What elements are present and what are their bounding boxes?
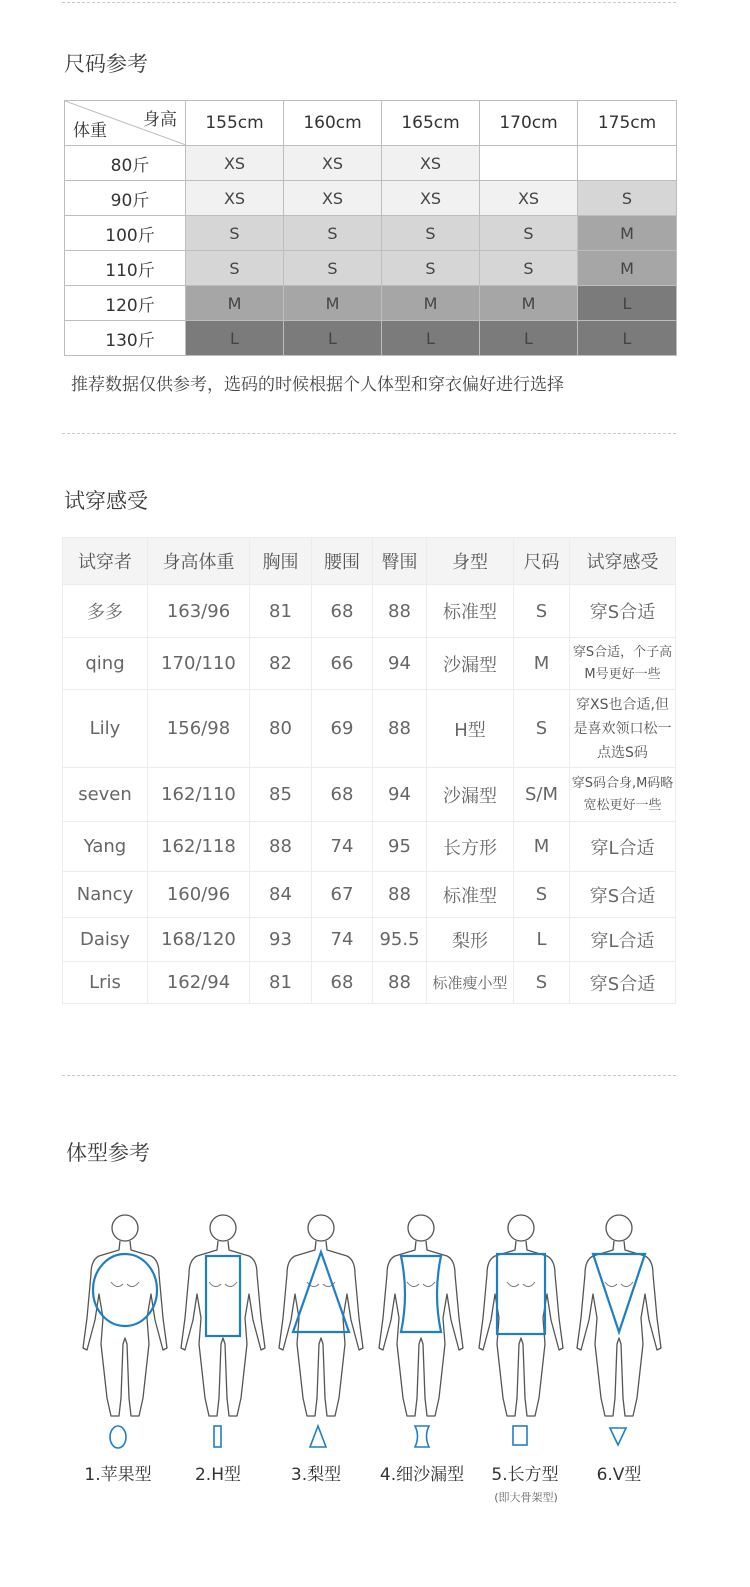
size-cell: S	[284, 251, 382, 286]
tester-name: 多多	[63, 585, 148, 638]
tryon-row	[63, 962, 676, 1004]
size-cell: M	[186, 286, 284, 321]
waist: 67	[312, 872, 373, 918]
tryon-row	[63, 872, 676, 918]
height-weight: 168/120	[148, 918, 250, 962]
tester-name: Lris	[63, 962, 148, 1004]
size-cell: S	[480, 251, 578, 286]
hip: 95	[373, 822, 427, 872]
corner-weight-label: 体重	[73, 121, 107, 141]
tryon-row	[63, 638, 676, 690]
size-cell: M	[480, 286, 578, 321]
body-type: 长方形	[427, 822, 514, 872]
hourglass-body-figure	[366, 1198, 476, 1428]
size-cell: XS	[284, 181, 382, 216]
height-weight: 156/98	[148, 690, 250, 768]
body-type: 标准瘦小型	[427, 962, 514, 1004]
size-cell: M	[578, 251, 677, 286]
body-type-label: 2.H型	[194, 1465, 241, 1485]
body-type: 沙漏型	[427, 768, 514, 822]
ellipse-icon	[98, 1420, 138, 1454]
hip: 88	[373, 872, 427, 918]
bust: 85	[250, 768, 312, 822]
size-cell: M	[382, 286, 480, 321]
size-reference-table	[64, 100, 677, 356]
bust: 88	[250, 822, 312, 872]
body-type: 标准型	[427, 585, 514, 638]
size-row	[65, 181, 677, 216]
size-cell: L	[284, 321, 382, 356]
waist: 68	[312, 768, 373, 822]
tryon-header: 身型	[427, 538, 514, 585]
weight-cell: 110斤	[65, 251, 186, 286]
height-weight: 160/96	[148, 872, 250, 918]
tryon-header: 试穿感受	[570, 538, 676, 585]
section-divider	[62, 433, 676, 434]
size: L	[514, 918, 570, 962]
size-cell: S	[186, 216, 284, 251]
bust: 81	[250, 585, 312, 638]
tryon-header: 腰围	[312, 538, 373, 585]
size-cell: L	[578, 321, 677, 356]
bust: 80	[250, 690, 312, 768]
size-cell: XS	[284, 146, 382, 181]
waist: 69	[312, 690, 373, 768]
bust: 84	[250, 872, 312, 918]
rectangle-body-figure	[466, 1198, 576, 1428]
size-cell: XS	[382, 181, 480, 216]
body-type-label: 5.长方型	[491, 1465, 559, 1485]
size-cell: M	[578, 216, 677, 251]
height-weight: 163/96	[148, 585, 250, 638]
height-weight: 162/110	[148, 768, 250, 822]
height-weight: 170/110	[148, 638, 250, 690]
size-cell	[578, 146, 677, 181]
fit-feedback: 穿XS也合适,但是喜欢领口松一点选S码	[570, 690, 676, 768]
tryon-header: 臀围	[373, 538, 427, 585]
corner-cell	[65, 101, 186, 146]
size-cell: S	[382, 251, 480, 286]
waist: 66	[312, 638, 373, 690]
fit-feedback: 穿S合适	[570, 585, 676, 638]
height-header: 160cm	[284, 101, 382, 146]
tester-name: Nancy	[63, 872, 148, 918]
h-body-figure	[168, 1198, 278, 1428]
tryon-row	[63, 822, 676, 872]
body-type: 沙漏型	[427, 638, 514, 690]
size-cell: S	[480, 216, 578, 251]
tester-name: seven	[63, 768, 148, 822]
tryon-header: 身高体重	[148, 538, 250, 585]
size-row	[65, 251, 677, 286]
waist: 68	[312, 585, 373, 638]
size-row	[65, 286, 677, 321]
height-weight: 162/94	[148, 962, 250, 1004]
hip: 88	[373, 585, 427, 638]
triangle-icon	[298, 1420, 338, 1454]
hip: 95.5	[373, 918, 427, 962]
fit-feedback: 穿S码合身,M码略宽松更好一些	[570, 768, 676, 822]
waist: 68	[312, 962, 373, 1004]
body-type-label: 6.V型	[596, 1465, 642, 1485]
weight-cell: 130斤	[65, 321, 186, 356]
hip: 88	[373, 962, 427, 1004]
tryon-header-row	[63, 538, 676, 585]
size-cell: L	[480, 321, 578, 356]
height-weight: 162/118	[148, 822, 250, 872]
pear-body-figure	[266, 1198, 376, 1428]
tryon-row	[63, 768, 676, 822]
size-cell: S	[284, 216, 382, 251]
height-header: 175cm	[578, 101, 677, 146]
height-header: 170cm	[480, 101, 578, 146]
corner-height-label: 身高	[143, 110, 177, 130]
square-icon	[501, 1420, 541, 1454]
height-header: 155cm	[186, 101, 284, 146]
waist: 74	[312, 918, 373, 962]
fit-feedback: 穿S合适	[570, 962, 676, 1004]
size-cell: S	[382, 216, 480, 251]
hip: 94	[373, 768, 427, 822]
fit-feedback: 穿L合适	[570, 822, 676, 872]
tryon-section-title: 试穿感受	[64, 489, 148, 513]
tester-name: Daisy	[63, 918, 148, 962]
size-row	[65, 321, 677, 356]
size: S/M	[514, 768, 570, 822]
size-cell: XS	[186, 146, 284, 181]
v-body-figure	[564, 1198, 674, 1428]
tester-name: Yang	[63, 822, 148, 872]
size-cell: S	[186, 251, 284, 286]
size-row	[65, 146, 677, 181]
tester-name: Lily	[63, 690, 148, 768]
rectangle-icon	[198, 1420, 238, 1454]
tryon-header: 试穿者	[63, 538, 148, 585]
size-row	[65, 216, 677, 251]
hip: 94	[373, 638, 427, 690]
weight-cell: 100斤	[65, 216, 186, 251]
size-cell: L	[186, 321, 284, 356]
section-divider	[62, 1075, 676, 1076]
bust: 81	[250, 962, 312, 1004]
size: S	[514, 962, 570, 1004]
hip: 88	[373, 690, 427, 768]
size-cell: XS	[382, 146, 480, 181]
size: S	[514, 872, 570, 918]
body-type-label: 1.苹果型	[84, 1465, 152, 1485]
size-note: 推荐数据仅供参考，选码的时候根据个人体型和穿衣偏好进行选择	[71, 375, 564, 395]
hourglass-icon	[402, 1420, 442, 1454]
size-table-header-row	[65, 101, 677, 146]
size-cell	[480, 146, 578, 181]
size-cell: L	[382, 321, 480, 356]
body-type-sublabel: (即大骨架型)	[494, 1491, 558, 1504]
bust: 93	[250, 918, 312, 962]
waist: 74	[312, 822, 373, 872]
height-header: 165cm	[382, 101, 480, 146]
body-figures	[70, 1198, 680, 1428]
size-cell: XS	[480, 181, 578, 216]
body-type: 梨形	[427, 918, 514, 962]
inverted-triangle-icon	[598, 1420, 638, 1454]
tryon-row	[63, 585, 676, 638]
body-type: 标准型	[427, 872, 514, 918]
body-type: H型	[427, 690, 514, 768]
weight-cell: 120斤	[65, 286, 186, 321]
body-type-label: 3.梨型	[290, 1465, 342, 1485]
top-divider	[62, 2, 676, 3]
size: S	[514, 585, 570, 638]
fit-feedback: 穿S合适	[570, 872, 676, 918]
tryon-header: 胸围	[250, 538, 312, 585]
tryon-header: 尺码	[514, 538, 570, 585]
fit-feedback: 穿L合适	[570, 918, 676, 962]
body-section-title: 体型参考	[66, 1141, 150, 1165]
bust: 82	[250, 638, 312, 690]
size: S	[514, 690, 570, 768]
size-section-title: 尺码参考	[64, 52, 148, 76]
size-cell: L	[578, 286, 677, 321]
fit-feedback: 穿S合适，个子高M号更好一些	[570, 638, 676, 690]
body-type-label: 4.细沙漏型	[379, 1465, 465, 1485]
size: M	[514, 638, 570, 690]
size-cell: S	[578, 181, 677, 216]
weight-cell: 80斤	[65, 146, 186, 181]
size-cell: M	[284, 286, 382, 321]
tryon-table	[62, 537, 676, 1004]
tryon-row	[63, 690, 676, 768]
apple-body-figure	[70, 1198, 180, 1428]
tryon-row	[63, 918, 676, 962]
size: M	[514, 822, 570, 872]
tester-name: qing	[63, 638, 148, 690]
size-cell: XS	[186, 181, 284, 216]
weight-cell: 90斤	[65, 181, 186, 216]
